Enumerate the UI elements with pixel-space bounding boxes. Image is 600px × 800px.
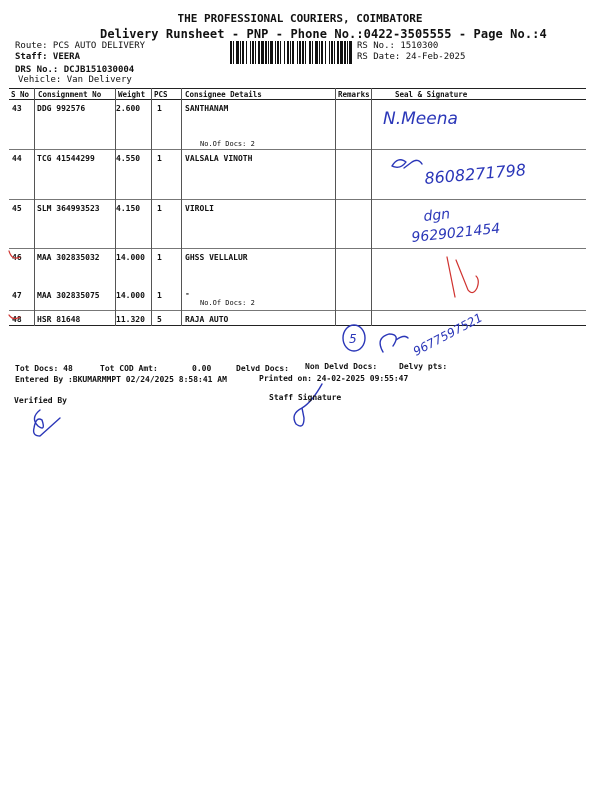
signature-text: N.Meena xyxy=(383,109,458,129)
phone-handwriting: 9629021454 xyxy=(410,220,502,246)
cell-pcs: 5 xyxy=(157,315,162,324)
verified-by-label: Verified By xyxy=(14,396,67,405)
col-header-pcs: PCS xyxy=(154,90,168,99)
cell-weight: 4.550 xyxy=(116,154,141,163)
cell-sno: 44 xyxy=(12,154,22,163)
route-label: Route: PCS AUTO DELIVERY xyxy=(15,41,146,51)
cell-weight: 14.000 xyxy=(116,291,145,300)
cell-sno: 45 xyxy=(12,204,22,213)
cell-weight: 11.320 xyxy=(116,315,145,324)
circled-number: 5 xyxy=(349,332,357,346)
cell-sno: 43 xyxy=(12,104,22,113)
red-tick-mark xyxy=(447,257,478,297)
cell-sno: 48 xyxy=(12,315,22,324)
col-header-consignee: Consignee Details xyxy=(185,90,262,99)
signature-scribble xyxy=(294,384,322,426)
staff-signature-mark xyxy=(294,384,322,426)
cell-weight: 2.600 xyxy=(116,104,141,113)
red-check-icon xyxy=(9,315,20,319)
cell-consignment: TCG 41544299 xyxy=(37,154,95,163)
signature-row-44 xyxy=(392,160,527,188)
total-cod-value: 0.00 xyxy=(192,364,212,373)
runsheet-subtitle: Delivery Runsheet - PNP - Phone No.:0422-3505555 - Page No.:4 xyxy=(100,27,547,41)
cell-consignment: SLM 364993523 xyxy=(37,204,100,213)
company-title: THE PROFESSIONAL COURIERS, COIMBATORE xyxy=(177,12,423,25)
entered-by: Entered By :BKUMARMMPT 02/24/2025 8:58:41 AM xyxy=(15,375,227,384)
red-check-icon xyxy=(9,251,20,258)
col-header-seal: Seal & Signature xyxy=(395,90,468,99)
signature-scribble xyxy=(34,410,60,436)
phone-handwriting: 9677597521 xyxy=(410,310,485,359)
signature-scribble xyxy=(380,334,408,352)
cell-docs-count: No.Of Docs: 2 xyxy=(200,299,255,307)
cell-pcs: 1 xyxy=(157,204,162,213)
cell-sno: 47 xyxy=(12,291,22,300)
cell-consignee: RAJA AUTO xyxy=(185,315,229,324)
cell-consignment: MAA 302835032 xyxy=(37,253,100,262)
cell-weight: 4.150 xyxy=(116,204,141,213)
cell-consignee: VIROLI xyxy=(185,204,214,213)
non-delivered-docs: Non Delvd Docs: xyxy=(305,362,378,371)
col-header-weight: Weight xyxy=(118,90,146,99)
signature-row-48 xyxy=(343,310,485,358)
vehicle-label: Vehicle: Van Delivery xyxy=(18,75,132,85)
red-mark xyxy=(447,257,478,297)
delivery-points: Delvy pts: xyxy=(399,362,448,371)
cell-pcs: 1 xyxy=(157,154,162,163)
col-header-consignment: Consignment No xyxy=(38,90,102,99)
total-cod-label: Tot COD Amt: xyxy=(100,364,158,373)
phone-handwriting: 8608271798 xyxy=(423,160,527,188)
cell-consignee: - xyxy=(185,289,190,298)
verified-by-signature xyxy=(34,410,60,436)
cell-consignee: GHSS VELLALUR xyxy=(185,253,248,262)
rs-number: RS No.: 1510300 xyxy=(357,41,439,51)
cell-consignment: HSR 81648 xyxy=(37,315,81,324)
signature-row-45 xyxy=(411,206,501,246)
cell-pcs: 1 xyxy=(157,253,162,262)
cell-docs-count: No.Of Docs: 2 xyxy=(200,140,255,148)
staff-signature-label: Staff Signature xyxy=(269,393,342,402)
signature-scribble xyxy=(392,160,422,168)
cell-pcs: 1 xyxy=(157,104,162,113)
cell-consignment: MAA 302835075 xyxy=(37,291,100,300)
printed-on: Printed on: 24-02-2025 09:55:47 xyxy=(259,374,409,383)
drs-number: DRS No.: DCJB151030004 xyxy=(15,65,135,75)
delivered-docs: Delvd Docs: xyxy=(236,364,289,373)
col-header-sno: S No xyxy=(11,90,30,99)
cell-consignee: VALSALA VINOTH xyxy=(185,154,253,163)
cell-consignment: DDG 992576 xyxy=(37,104,86,113)
cell-pcs: 1 xyxy=(157,291,162,300)
col-header-remarks: Remarks xyxy=(338,90,370,99)
total-docs: Tot Docs: 48 xyxy=(15,364,73,373)
cell-sno: 46 xyxy=(12,253,22,262)
signature-row-43 xyxy=(383,109,458,129)
staff-label: Staff: VEERA xyxy=(15,52,81,62)
signature-text: dgn xyxy=(422,206,451,225)
cell-consignee: SANTHANAM xyxy=(185,104,229,113)
cell-weight: 14.000 xyxy=(116,253,145,262)
rs-date: RS Date: 24-Feb-2025 xyxy=(357,52,466,62)
red-check-marks xyxy=(9,251,20,319)
